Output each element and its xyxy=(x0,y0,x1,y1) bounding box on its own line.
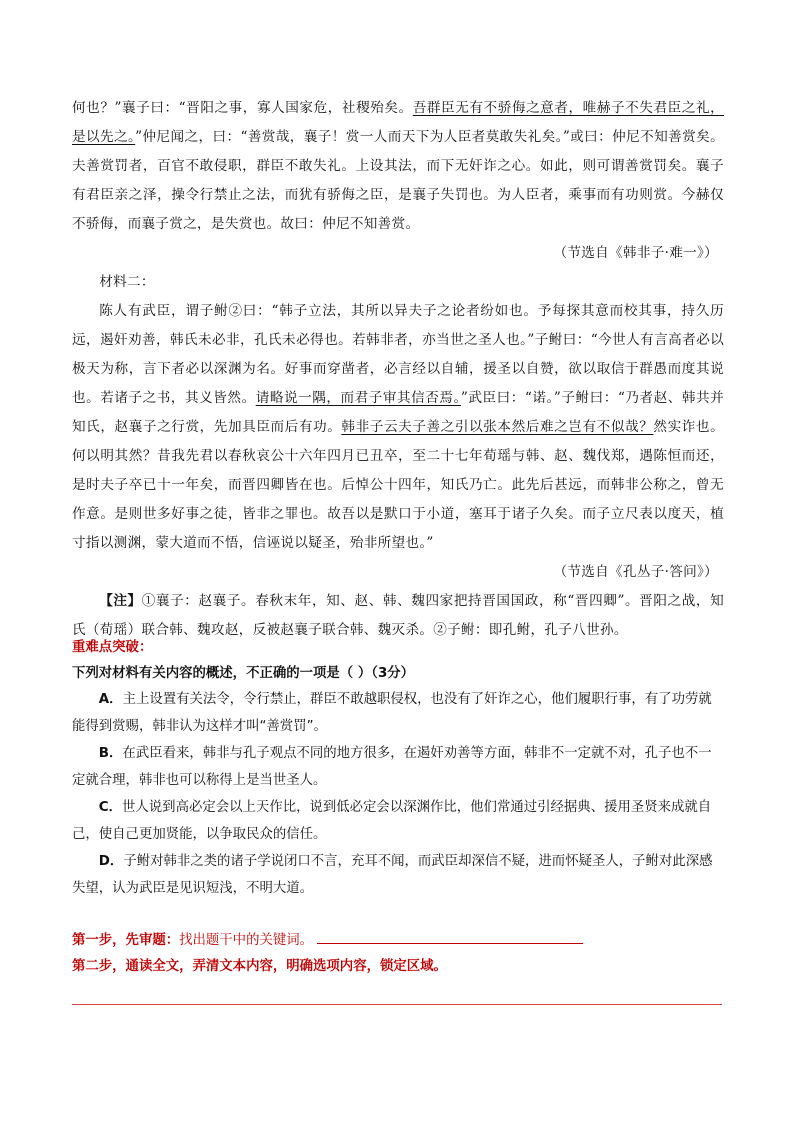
text-span: ”仲尼闻之，曰：“善赏哉，襄子！赏一人而天下为人臣者莫敢失礼矣。”或曰：仲尼不知善赏矣。夫善赏罚者，百官不敢侵职，群臣不敢失礼。上设其法，而下无奸诈之心。如此，则可谓善赏罚矣。襄子有君臣亲之泽，操令行禁止之法，而犹有骄侮之臣，是襄子失罚也。为人臣者，乘事而有功则赏。今赫仅不骄侮，而襄子赏之，是失赏也。故曰：仲尼不知善赏。 xyxy=(72,129,725,232)
option-c xyxy=(72,794,724,848)
option-b xyxy=(72,740,724,794)
material-one-source: （节选自《韩非子·难一》） xyxy=(553,245,718,261)
steps-block xyxy=(72,928,724,980)
option-text: 子鲋对韩非之类的诸子学说闭口不言，充耳不闻，而武臣却深信不疑，进而怀疑圣人，子鲋对此深感失望，认为武臣是见识短浅，不明大道。 xyxy=(72,854,713,896)
text-span: ”武臣曰：“诺。”子鲋曰：“乃者赵、韩共并知氏，赵襄子之行赏，先加具臣而后有功。 xyxy=(72,390,725,435)
material-two-label: 材料二： xyxy=(99,274,155,290)
divider-line xyxy=(72,1004,722,1005)
note-label: 【注】 xyxy=(99,593,142,609)
option-d xyxy=(72,848,724,902)
section-title: 重难点突破： xyxy=(72,640,153,655)
underlined-sentence: 请略说一隅，而君子审其信否焉。 xyxy=(255,390,461,406)
step-one-label: 第一步，先审题： xyxy=(72,933,180,948)
material-two-paragraph xyxy=(72,297,724,558)
option-letter: C． xyxy=(98,800,123,815)
option-letter: D． xyxy=(98,854,124,869)
text-span: 然实诈也。何以明其然？昔我先君以春秋哀公十六年四月已丑卒，至二十七年荀瑶与韩、赵、魏伐郑，遇陈恒而还，是时夫子卒已十一年矣，而晋四卿皆在也。后悼公十四年，知氏乃亡。此先后甚远，而韩非公称之，曾无作意。是则世多好事之徒，皆非之罪也。故吾以是默口于小道，塞耳于诸子久矣。而子立尺表以度天，植寸指以测渊，蒙大道而不悟，信诬说以疑圣，殆非所望也。” xyxy=(72,419,725,551)
answer-blank[interactable] xyxy=(317,929,583,944)
question-stem: 下列对材料有关内容的概述，不正确的一项是（ ）（3分） xyxy=(72,666,415,681)
classical-text-block xyxy=(72,94,724,645)
step-one-text: 找出题干中的关键词。 xyxy=(179,933,314,948)
underlined-sentence: 吾群臣无有不骄侮之意者，唯赫子不失君臣之礼，是以先之。 xyxy=(72,100,724,145)
material-two-source: （节选自《孔丛子·答问》） xyxy=(553,564,718,580)
text-span: 何也？”襄子曰：“晋阳之事，寡人国家危，社稷殆矣。 xyxy=(72,100,413,116)
step-one xyxy=(72,928,724,954)
option-text: 世人说到高必定会以上天作比，说到低必定会以深渊作比，他们常通过引经据典、援用圣贤来成就自己，使自己更加贤能，以争取民众的信任。 xyxy=(72,800,712,842)
option-a xyxy=(72,686,724,740)
option-letter: B． xyxy=(98,746,123,761)
material-one-paragraph xyxy=(72,94,724,239)
note-text: ①襄子：赵襄子。春秋末年，知、赵、韩、魏四家把持晋国国政，称“晋四卿”。晋阳之战，知氏（荀瑶）联合韩、魏攻赵，反被赵襄子联合韩、魏灭杀。②子鲋：即孔鲋，孔子八世孙。 xyxy=(72,593,724,638)
step-two xyxy=(72,954,724,980)
underlined-sentence: 韩非子云夫子善之引以张本然后难之岂有不似哉？ xyxy=(341,419,654,435)
text-span: 陈人有武臣，谓子鲋②曰：“韩子立法，其所以异夫子之论者纷如也。予每探其意而校其事，持久历远，遏奸劝善，韩氏未必非，孔氏未必得也。若韩非者，亦当世之圣人也。”子鲋曰：“今世人有言高者必以极天为称，言下者必以深渊为名。好事而穿凿者，必言经以自辅，援圣以自赞，欲以取信于群愚而度其说也。若诸子之书，其义皆然。 xyxy=(72,303,724,406)
step-two-text: 第二步，通读全文，弄清文本内容，明确选项内容，锁定区域。 xyxy=(72,959,447,974)
key-points-section xyxy=(72,636,724,902)
option-letter: A． xyxy=(98,692,123,707)
option-text: 主上设置有关法令，令行禁止，群臣不敢越职侵权，也没有了奸诈之心，他们履职行事，有了功劳就能得到赏赐，韩非认为这样才叫“善赏罚”。 xyxy=(72,692,712,734)
option-text: 在武臣看来，韩非与孔子观点不同的地方很多，在遏奸劝善等方面，韩非不一定就不对，孔子也不一定就合理，韩非也可以称得上是当世圣人。 xyxy=(72,746,712,788)
